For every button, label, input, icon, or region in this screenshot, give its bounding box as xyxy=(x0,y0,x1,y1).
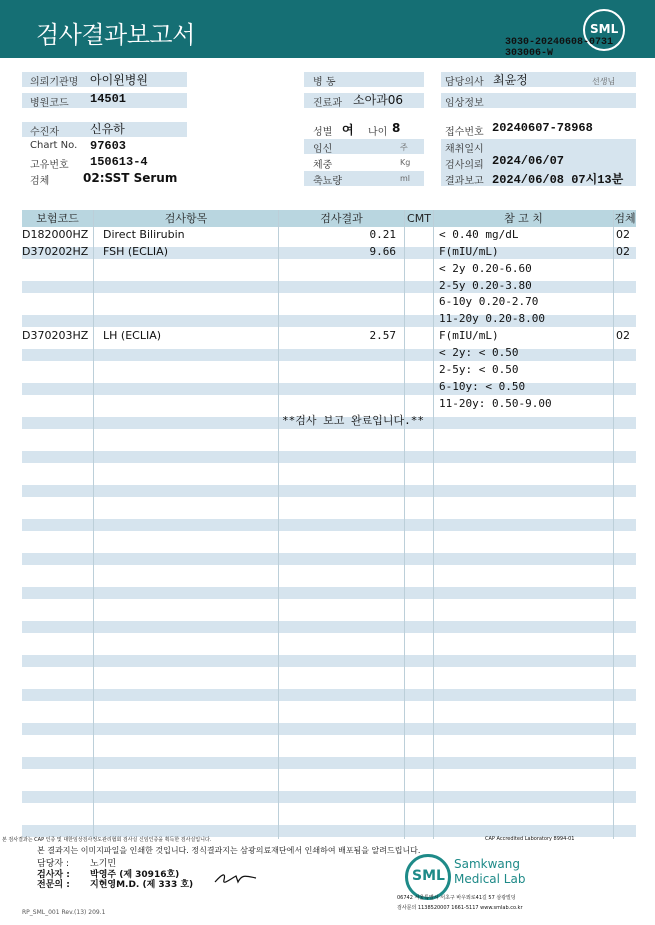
row-stripe xyxy=(22,587,636,599)
request-label: 검사의뢰 xyxy=(445,160,484,171)
row-specimen: 02 xyxy=(616,245,630,258)
row-stripe xyxy=(22,689,636,701)
chart-label: Chart No. xyxy=(30,140,78,151)
hospital-code: 14501 xyxy=(90,92,127,106)
col-header-specimen: 검체 xyxy=(614,212,636,225)
collect-label: 채취일시 xyxy=(445,144,484,155)
row-stripe xyxy=(22,349,636,361)
row-ref: 6-10y: < 0.50 xyxy=(439,380,526,393)
divider xyxy=(93,210,94,839)
dept-value: 소아과06 xyxy=(353,93,404,107)
row-stripe xyxy=(22,723,636,735)
row-item: Direct Bilirubin xyxy=(103,228,185,241)
age-label: 나이 xyxy=(368,127,388,138)
completion-message: **검사 보고 완료입니다.** xyxy=(282,414,424,427)
col-header-cmt: CMT xyxy=(405,210,433,227)
form-code: RP_SML_001 Rev.(13) 209.1 xyxy=(22,909,106,916)
reporter-name: 노기민 xyxy=(90,859,117,869)
patient-label: 수진자 xyxy=(30,127,59,138)
ward-label: 병 동 xyxy=(313,77,336,88)
row-result: 0.21 xyxy=(369,228,396,241)
clinical-label: 임상정보 xyxy=(445,98,484,109)
specimen-label: 검체 xyxy=(30,176,50,187)
sex-label: 성별 xyxy=(313,127,333,138)
pregnancy-unit: 주 xyxy=(400,143,408,152)
row-ref: < 2y 0.20-6.60 xyxy=(439,262,532,275)
row-ref: F(mIU/mL) xyxy=(439,329,499,342)
row-ref: < 2y: < 0.50 xyxy=(439,346,519,359)
patient-name: 신유하 xyxy=(90,122,125,136)
weight-unit: Kg xyxy=(400,158,411,167)
doctor-suffix: 선생님 xyxy=(592,77,616,86)
urine-unit: ml xyxy=(400,174,411,183)
row-code: D370203HZ xyxy=(22,329,89,342)
doctor-label: 담당의사 xyxy=(445,77,484,88)
request-date: 2024/06/07 xyxy=(492,154,565,168)
lab-address: 06742 서울특별시 서초구 바우뫼로41길 57 삼광빌딩 xyxy=(397,895,516,901)
notice-text: 본 결과지는 이미지파일을 인쇄한 것입니다. 정식결과지는 삼광의료재단에서 인쇄하여 배포됨을 알려드립니다. xyxy=(37,846,421,855)
report-label: 결과보고 xyxy=(445,176,484,187)
row-ref: F(mIU/mL) xyxy=(439,245,499,258)
row-stripe xyxy=(22,621,636,633)
report-date: 2024/06/08 07시13분 xyxy=(492,173,624,187)
sml-logo-text: SML xyxy=(590,22,619,36)
row-code: D370202HZ xyxy=(22,245,89,258)
examiner-name: 박영주 (제 30916호) xyxy=(90,870,180,880)
examiner-label: 검사자 : xyxy=(37,870,70,880)
row-stripe xyxy=(22,553,636,565)
col-header-code: 보험코드 xyxy=(22,210,93,227)
weight-label: 체중 xyxy=(313,160,333,171)
specialist-name: 지현영M.D. (제 333 호) xyxy=(90,880,194,890)
divider xyxy=(404,210,405,839)
lab-name-line1: Samkwang xyxy=(454,857,520,871)
row-item: LH (ECLIA) xyxy=(103,329,162,342)
row-ref: 6-10y 0.20-2.70 xyxy=(439,295,539,308)
row-stripe xyxy=(22,485,636,497)
signature-image xyxy=(212,868,260,888)
urine-label: 축뇨량 xyxy=(313,176,342,187)
row-stripe xyxy=(22,519,636,531)
page-title: 검사결과보고서 xyxy=(36,21,195,49)
pregnancy-label: 임신 xyxy=(313,144,333,155)
row-stripe xyxy=(22,757,636,769)
row-ref: 2-5y 0.20-3.80 xyxy=(439,279,532,292)
sml-lab-logo-text: SML xyxy=(412,868,445,884)
unique-number: 150613-4 xyxy=(90,155,148,169)
document-number: 3030-20240608-0731 303006-W xyxy=(505,37,614,59)
accession-number: 20240607-78968 xyxy=(492,121,593,135)
sex-value: 여 xyxy=(342,123,354,137)
hospital-label: 의뢰기관명 xyxy=(30,77,79,88)
row-item: FSH (ECLIA) xyxy=(103,245,168,258)
reporter-label: 담당자 : xyxy=(37,859,69,869)
row-stripe xyxy=(22,281,636,293)
row-ref: 11-20y 0.20-8.00 xyxy=(439,312,545,325)
divider xyxy=(278,210,279,839)
col-header-result: 검사결과 xyxy=(279,210,404,227)
row-stripe xyxy=(22,383,636,395)
unique-label: 고유번호 xyxy=(30,160,69,171)
age-value: 8 xyxy=(392,121,401,135)
row-ref: < 0.40 mg/dL xyxy=(439,228,519,241)
lab-name-line2: Medical Lab xyxy=(454,872,526,886)
specimen-value: 02:SST Serum xyxy=(83,171,178,185)
specialist-label: 전문의 : xyxy=(37,880,70,890)
col-header-ref: 참 고 치 xyxy=(434,210,613,227)
row-specimen: 02 xyxy=(616,228,630,241)
row-stripe xyxy=(22,451,636,463)
chart-number: 97603 xyxy=(90,139,127,153)
row-result: 2.57 xyxy=(369,329,396,342)
row-specimen: 02 xyxy=(616,329,630,342)
lab-contact: 검사문의 1138520007 1661-5117 www.smlab.co.kr xyxy=(397,905,523,911)
row-result: 9.66 xyxy=(369,245,396,258)
row-stripe xyxy=(22,655,636,667)
row-code: D182000HZ xyxy=(22,228,89,241)
hospital-name: 아이윈병원 xyxy=(90,73,148,87)
row-ref: 11-20y: 0.50-9.00 xyxy=(439,397,552,410)
col-header-item: 검사항목 xyxy=(94,210,278,227)
cap-accreditation: CAP Accredited Laboratory 8994-01 xyxy=(485,836,575,842)
accession-label: 접수번호 xyxy=(445,127,484,138)
divider xyxy=(613,210,614,839)
row-ref: 2-5y: < 0.50 xyxy=(439,363,519,376)
dept-label: 진료과 xyxy=(313,98,342,109)
doctor-name: 최윤정 xyxy=(493,73,528,87)
fineprint: 본 검사결과는 CAP 인증 및 대한임상검사정도관리협회 검사실 신임인증을 획득한 검사실입니다. xyxy=(2,837,212,843)
code-label: 병원코드 xyxy=(30,98,69,109)
divider xyxy=(433,210,434,839)
row-stripe xyxy=(22,791,636,803)
